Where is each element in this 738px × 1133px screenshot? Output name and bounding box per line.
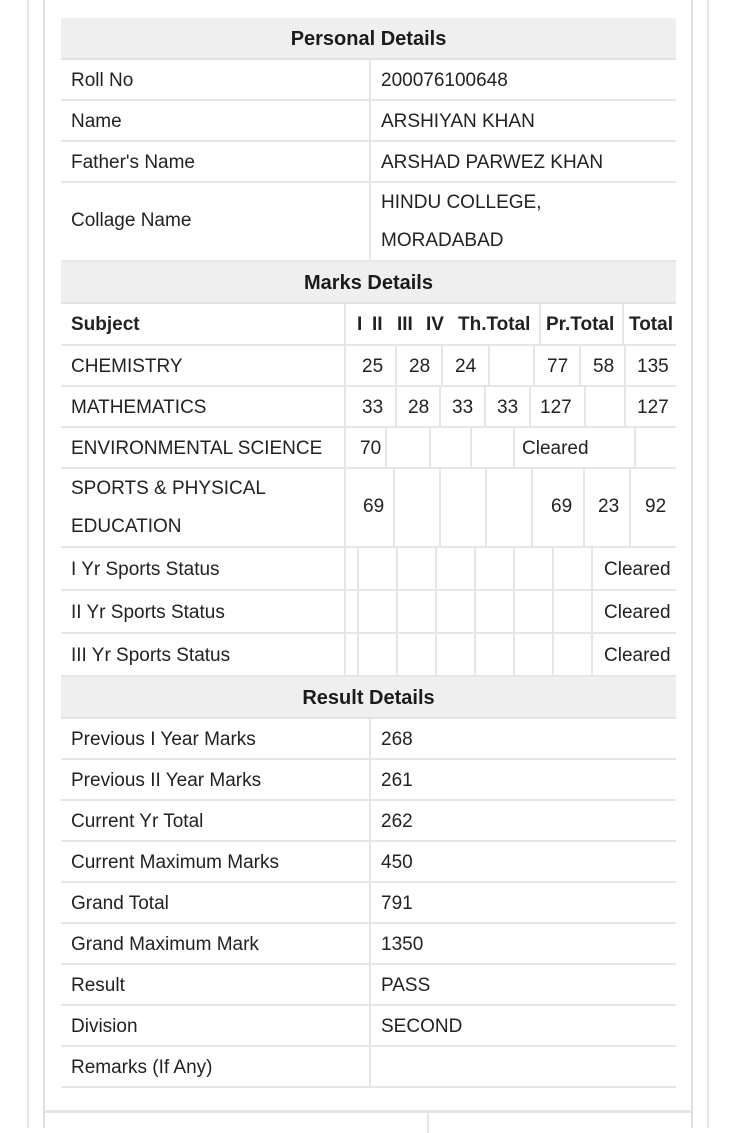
division-value: SECOND: [381, 1016, 463, 1037]
chemistry-ii: 28: [409, 356, 431, 377]
result-value: PASS: [381, 975, 431, 996]
prev-2-label: Previous II Year Marks: [71, 770, 262, 791]
chemistry-total: 135: [637, 356, 669, 377]
grand-max-label: Grand Maximum Mark: [71, 934, 259, 955]
fathers-name-value: ARSHAD PARWEZ KHAN: [381, 152, 604, 173]
result-details-header: Result Details: [61, 677, 676, 719]
remarks-label: Remarks (If Any): [71, 1057, 213, 1078]
environmental-science-status: Cleared: [522, 438, 589, 459]
marks-header-row: [61, 304, 676, 346]
grand-total-value: 791: [381, 893, 413, 914]
sports-name-line2: EDUCATION: [71, 516, 182, 537]
environmental-science-row: [61, 428, 676, 469]
fathers-name-label: Father's Name: [71, 152, 196, 173]
next-table-edge: [45, 1110, 691, 1133]
result-row-current-total: [61, 801, 676, 842]
sports-status-1-value: Cleared: [604, 559, 671, 580]
sports-total: 92: [645, 496, 667, 517]
chemistry-i: 25: [362, 356, 384, 377]
mathematics-iii: 33: [452, 397, 474, 418]
chemistry-iii: 24: [455, 356, 477, 377]
sports-i: 69: [363, 496, 385, 517]
current-total-label: Current Yr Total: [71, 811, 204, 832]
mathematics-i: 33: [362, 397, 384, 418]
result-row-current-max: [61, 842, 676, 883]
fathers-name-row: [61, 142, 676, 183]
mathematics-total: 127: [637, 397, 669, 418]
environmental-science-name: ENVIRONMENTAL SCIENCE: [71, 438, 323, 459]
marks-details-header: Marks Details: [61, 262, 676, 304]
col-iii: III: [397, 314, 413, 335]
sports-status-row-2: [61, 591, 676, 634]
sports-status-1-label: I Yr Sports Status: [71, 559, 220, 580]
col-iv: IV: [426, 314, 444, 335]
prev-2-value: 261: [381, 770, 413, 791]
current-max-label: Current Maximum Marks: [71, 852, 279, 873]
mathematics-ii: 28: [408, 397, 430, 418]
roll-no-label: Roll No: [71, 70, 134, 91]
col-subject: Subject: [71, 314, 140, 335]
result-label: Result: [71, 975, 125, 996]
sports-status-2-value: Cleared: [604, 602, 671, 623]
division-label: Division: [71, 1016, 138, 1037]
sports-pr-total: 23: [598, 496, 620, 517]
marksheet: [61, 18, 676, 1088]
name-value: ARSHIYAN KHAN: [381, 111, 535, 132]
mathematics-name: MATHEMATICS: [71, 397, 207, 418]
chemistry-row: [61, 346, 676, 387]
result-row-remarks: [61, 1047, 676, 1088]
sports-status-2-label: II Yr Sports Status: [71, 602, 225, 623]
result-row-division: [61, 1006, 676, 1047]
grand-total-label: Grand Total: [71, 893, 169, 914]
prev-1-label: Previous I Year Marks: [71, 729, 256, 750]
mathematics-th-total: 127: [540, 397, 572, 418]
environmental-science-i: 70: [360, 438, 382, 459]
result-row-grand-total: [61, 883, 676, 924]
mathematics-row: [61, 387, 676, 428]
col-pr-total: Pr.Total: [546, 314, 615, 335]
result-row-result: [61, 965, 676, 1006]
roll-no-row: [61, 60, 676, 101]
result-row-prev-2: [61, 760, 676, 801]
col-ii: II: [372, 314, 383, 335]
personal-details-header: Personal Details: [61, 18, 676, 60]
college-name-value-line1: HINDU COLLEGE,: [381, 192, 542, 213]
sports-th-total: 69: [551, 496, 573, 517]
college-name-value-line2: MORADABAD: [381, 230, 504, 251]
sports-status-row-3: [61, 634, 676, 677]
result-row-prev-1: [61, 719, 676, 760]
college-name-label: Collage Name: [71, 210, 192, 231]
chemistry-name: CHEMISTRY: [71, 356, 183, 377]
col-th-total: Th.Total: [458, 314, 531, 335]
name-label: Name: [71, 111, 122, 132]
col-i: I: [357, 314, 363, 335]
mathematics-iv: 33: [497, 397, 519, 418]
result-row-grand-max: [61, 924, 676, 965]
college-name-row: [61, 183, 676, 262]
current-total-value: 262: [381, 811, 413, 832]
sports-status-row-1: [61, 548, 676, 591]
current-max-value: 450: [381, 852, 413, 873]
roll-no-value: 200076100648: [381, 70, 508, 91]
prev-1-value: 268: [381, 729, 413, 750]
sports-row: [61, 469, 676, 548]
chemistry-pr-total: 58: [593, 356, 615, 377]
grand-max-value: 1350: [381, 934, 424, 955]
name-row: [61, 101, 676, 142]
sports-status-3-label: III Yr Sports Status: [71, 645, 231, 666]
sports-name-line1: SPORTS & PHYSICAL: [71, 478, 266, 499]
col-total: Total: [629, 314, 673, 335]
chemistry-th-total: 77: [547, 356, 569, 377]
sports-status-3-value: Cleared: [604, 645, 671, 666]
